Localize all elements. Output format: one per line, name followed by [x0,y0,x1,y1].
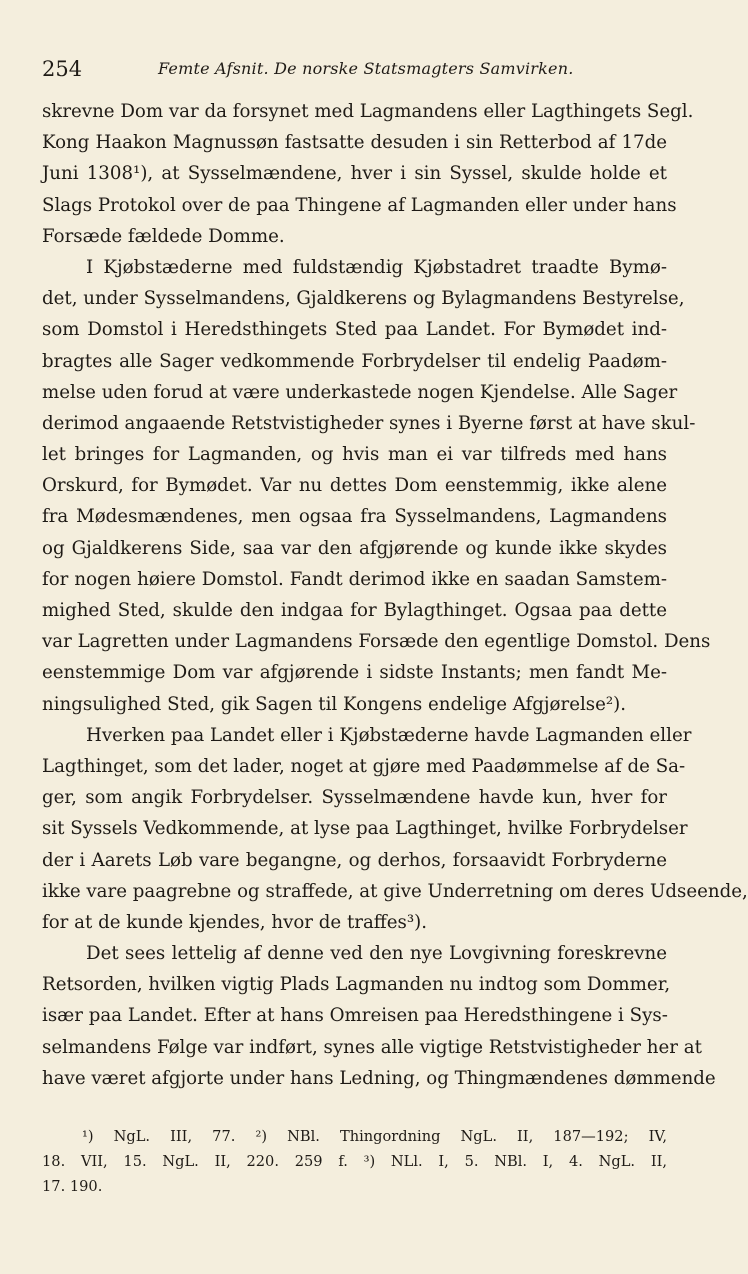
footnotes [42,1124,667,1199]
text-line: ikke vare paagrebne og straffede, at give Underretning om deres Udseende, [42,880,748,902]
running-head: Femte Afsnit. De norske Statsmagters Samvirken. [158,59,574,78]
text-line: let bringes for Lagmanden, og hvis man ei var tilfreds med hans [42,444,667,466]
text-line: det, under Sysselmandens, Gjaldkerens og Bylagmandens Bestyrelse, [42,288,685,310]
text-line: Juni 1308¹), at Sysselmændene, hver i sin Syssel, skulde holde et [42,163,667,185]
text-line: Lagthinget, som det lader, noget at gjøre med Paadømmelse af de Sa- [42,755,686,777]
text-line: ningsulighed Sted, gik Sagen til Kongens endelige Afgjørelse²). [42,693,627,715]
text-line: Hverken paa Landet eller i Kjøbstæderne havde Lagmanden eller [86,724,692,746]
body-text [42,96,748,1094]
text-line: I Kjøbstæderne med fuldstændig Kjøbstadret traadte Bymø- [86,256,667,278]
text-line: for at de kunde kjendes, hvor de traffes³). [42,911,427,933]
text-line: for nogen høiere Domstol. Fandt derimod ikke en saadan Samstem- [42,568,667,590]
text-line: mighed Sted, skulde den indgaa for Bylagthinget. Ogsaa paa dette [42,600,667,621]
text-line: var Lagretten under Lagmandens Forsæde den egentlige Domstol. Dens [42,631,711,653]
page-number: 254 [42,57,83,81]
text-line: sit Syssels Vedkommende, at lyse paa Lagthinget, hvilke Forbrydelser [42,818,688,840]
text-line: Orskurd, for Bymødet. Var nu dettes Dom eenstemmig, ikke alene [42,475,667,497]
page-header [42,54,667,84]
text-line: der i Aarets Løb vare begangne, og derhos, forsaavidt Forbryderne [42,849,667,871]
text-line: have været afgjorte under hans Ledning, og Thingmændenes dømmende [42,1067,716,1089]
footnote-line: 17. 190. [42,1178,103,1195]
text-line: Slags Protokol over de paa Thingene af Lagmanden eller under hans [42,194,677,216]
footnote-line: 18. VII, 15. NgL. II, 220. 259 f. ³) NLl. I, 5. NBl. I, 4. NgL. II, [42,1153,667,1170]
text-line: eenstemmige Dom var afgjørende i sidste Instants; men fandt Me- [42,662,667,684]
text-line: Retsorden, hvilken vigtig Plads Lagmanden nu indtog som Dommer, [42,974,671,996]
text-line: Forsæde fældede Domme. [42,225,285,247]
text-line: selmandens Følge var indført, synes alle vigtige Retstvistigheder her at [42,1036,702,1058]
text-line: Kong Haakon Magnussøn fastsatte desuden i sin Retterbod af 17de [42,132,667,154]
text-line: som Domstol i Heredsthingets Sted paa Landet. For Bymødet ind- [42,319,667,341]
text-line: melse uden forud at være underkastede nogen Kjendelse. Alle Sager [42,381,678,403]
text-line: ger, som angik Forbrydelser. Sysselmændene havde kun, hver for [42,787,667,809]
text-line: især paa Landet. Efter at hans Omreisen paa Heredsthingene i Sys- [42,1005,668,1027]
text-line: skrevne Dom var da forsynet med Lagmandens eller Lagthingets Segl. [42,101,694,122]
text-line: og Gjaldkerens Side, saa var den afgjørende og kunde ikke skydes [42,537,667,559]
text-line: bragtes alle Sager vedkommende Forbrydelser til endelig Paadøm- [42,350,667,372]
text-line: derimod angaaende Retstvistigheder synes i Byerne først at have skul- [42,412,696,434]
footnote-line: ¹) NgL. III, 77. ²) NBl. Thingordning NgL. II, 187—192; IV, [82,1128,667,1145]
text-line: fra Mødesmændenes, men ogsaa fra Sysselmandens, Lagmandens [42,506,667,528]
text-line: Det sees lettelig af denne ved den nye Lovgivning foreskrevne [86,943,667,965]
